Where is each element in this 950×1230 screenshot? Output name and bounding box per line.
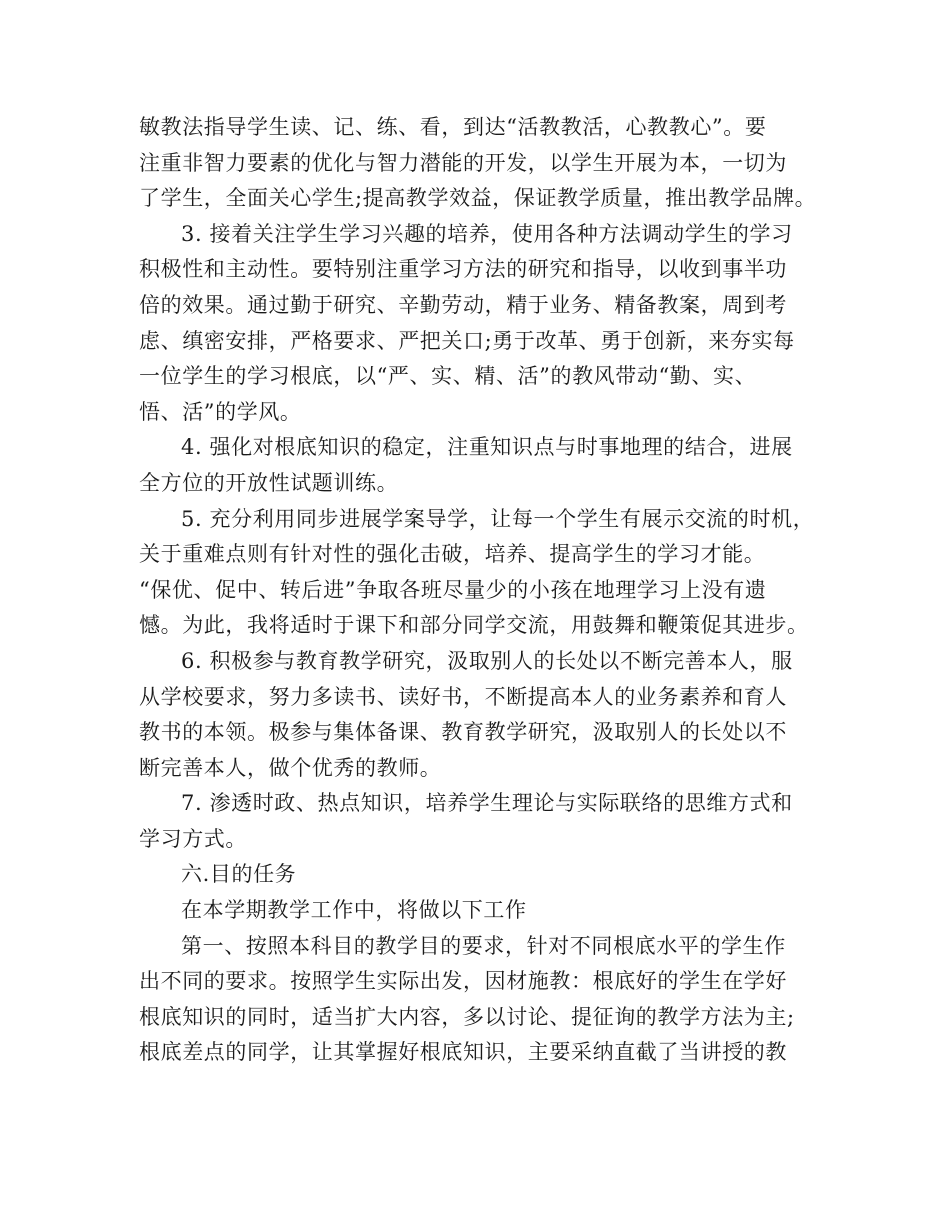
- text-line: 注重非智力要素的优化与智力潜能的开发，以学生开展为本，一切为: [139, 150, 787, 175]
- text-line: 根底差点的同学，让其掌握好根底知识，主要采纳直截了当讲授的教: [139, 1040, 787, 1065]
- text-line: 憾。为此，我将适时于课下和部分同学交流，用鼓舞和鞭策促其进步。: [139, 613, 809, 638]
- text-line: 从学校要求，努力多读书、读好书，不断提高本人的业务素养和育人: [139, 684, 787, 709]
- document-body: [139, 110, 819, 1071]
- text-line: 7. 渗透时政、热点知识，培养学生理论与实际联络的思维方式和: [181, 791, 793, 816]
- text-line: 一位学生的学习根底，以“严、实、精、活”的教风带动“勤、实、: [139, 364, 757, 389]
- text-line: 4. 强化对根底知识的稳定，注重知识点与时事地理的结合，进展: [181, 435, 793, 460]
- text-line: 全方位的开放性试题训练。: [139, 470, 399, 495]
- text-line: 学习方式。: [139, 826, 247, 851]
- text-line: 关于重难点则有针对性的强化击破，培养、提高学生的学习才能。: [139, 542, 766, 567]
- text-line: 根底知识的同时，适当扩大内容，多以讨论、提征询的教学方法为主;: [139, 1004, 795, 1029]
- text-line: 六.目的任务: [181, 862, 297, 887]
- text-line: 断完善本人，做个优秀的教师。: [139, 755, 442, 780]
- text-line: 倍的效果。通过勤于研究、辛勤劳动，精于业务、精备教案，周到考: [139, 292, 787, 317]
- text-line: 悟、活”的学风。: [139, 399, 302, 424]
- text-line: 积极性和主动性。要特别注重学习方法的研究和指导，以收到事半功: [139, 257, 787, 282]
- text-line: 6. 积极参与教育教学研究，汲取别人的长处以不断完善本人，服: [181, 648, 793, 673]
- text-line: 教书的本领。极参与集体备课、教育教学研究，汲取别人的长处以不: [139, 720, 787, 745]
- text-line: 在本学期教学工作中，将做以下工作: [181, 898, 527, 923]
- text-line: 第一、按照本科目的教学目的要求，针对不同根底水平的学生作: [181, 933, 786, 958]
- text-line: 3. 接着关注学生学习兴趣的培养，使用各种方法调动学生的学习: [181, 221, 793, 246]
- text-line: 5. 充分利用同步进展学案导学，让每一个学生有展示交流的时机，: [181, 506, 815, 531]
- text-line: 虑、缜密安排，严格要求、严把关口;勇于改革、勇于创新，来夯实每: [139, 328, 795, 353]
- text-line: 了学生，全面关心学生;提高教学效益，保证教学质量，推出教学品牌。: [139, 186, 817, 211]
- text-line: “保优、促中、转后进”争取各班尽量少的小孩在地理学习上没有遗: [139, 577, 767, 602]
- text-line: 出不同的要求。按照学生实际出发，因材施教：根底好的学生在学好: [139, 969, 787, 994]
- text-line: 敏教法指导学生读、记、练、看，到达“活教教活，心教教心”。要: [139, 115, 767, 139]
